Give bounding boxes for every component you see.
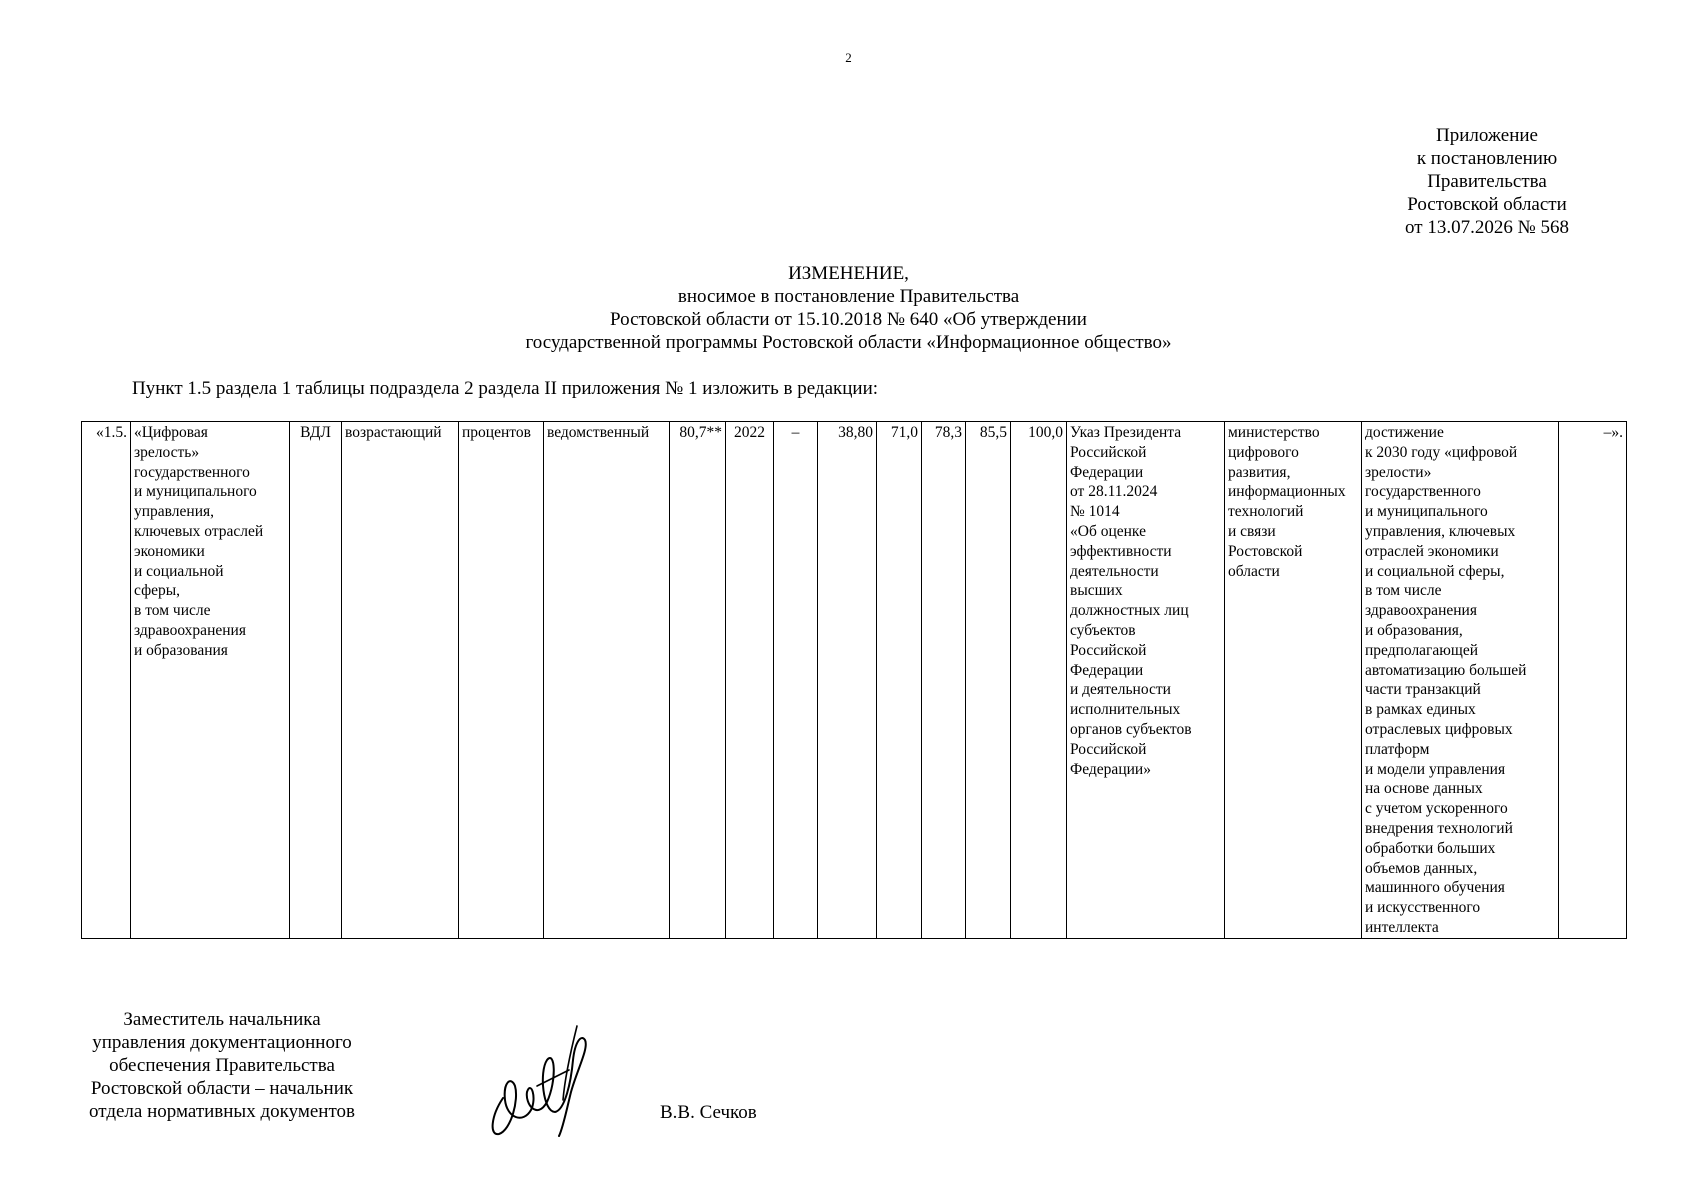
cell-decree: Указ Президента Российской Федерации от 28.11.2024 № 1014 «Об оценке эффективности деятельности высших должностных лиц субъектов Российской Федерации и деятельности исполнительных органов субъектов Российской Федерации»	[1067, 422, 1225, 939]
title-line: государственной программы Ростовской области «Информационное общество»	[525, 332, 1172, 353]
change-table	[81, 421, 1627, 939]
signer-name: В.В. Сечков	[660, 1102, 757, 1123]
cell-responsible: министерство цифрового развития, информационных технологий и связи Ростовской области	[1225, 422, 1362, 939]
appendix-line: Правительства	[1427, 171, 1547, 192]
appendix-line: Ростовской области	[1407, 194, 1567, 215]
instruction-paragraph: Пункт 1.5 раздела 1 таблицы подраздела 2 раздела II приложения № 1 изложить в редакции:	[132, 378, 879, 399]
cell-value-3: 78,3	[922, 422, 966, 939]
appendix-line: от 13.07.2026 № 568	[1405, 217, 1569, 238]
signatory-line: Ростовской области – начальник	[90, 1078, 354, 1099]
appendix-line: к постановлению	[1416, 148, 1558, 169]
appendix-block	[1352, 124, 1622, 239]
title-line: вносимое в постановление Правительства	[677, 286, 1020, 307]
signatory-line: управления документационного	[92, 1032, 352, 1053]
appendix-line: Приложение	[1436, 125, 1538, 146]
cell-goal: достижение к 2030 году «цифровой зрелости» государственного и муниципального управления, ключевых отраслей экономики и социальной сферы, в том числе здравоохранения и образования, предполагающей автоматизацию большей части транзакций в рамках единых отраслевых цифровых платформ и модели управления на основе данных с учетом ускоренного внедрения технологий обработки больших объемов данных, машинного обучения и искусственного интеллекта	[1362, 422, 1559, 939]
cell-source: ведомственный	[544, 422, 670, 939]
cell-value-4: 85,5	[966, 422, 1011, 939]
cell-dash: –	[774, 422, 818, 939]
cell-number: «1.5.	[82, 422, 131, 939]
cell-base-value: 80,7**	[670, 422, 726, 939]
cell-base-year: 2022	[726, 422, 774, 939]
title-line: ИЗМЕНЕНИЕ,	[788, 263, 909, 284]
table-row	[82, 422, 1627, 939]
cell-indicator: «Цифровая зрелость» государственного и муниципального управления, ключевых отраслей экономики и социальной сферы, в том числе здравоохранения и образования	[131, 422, 290, 939]
page-number: 2	[845, 50, 852, 65]
handwritten-signature	[485, 1020, 600, 1140]
cell-level: ВДЛ	[290, 422, 342, 939]
signatory-line: Заместитель начальника	[123, 1009, 321, 1030]
cell-unit: процентов	[459, 422, 544, 939]
cell-value-5: 100,0	[1011, 422, 1067, 939]
cell-closing: –».	[1559, 422, 1627, 939]
document-title	[0, 262, 1697, 354]
cell-trend: возрастающий	[342, 422, 459, 939]
signatory-position	[80, 1008, 364, 1123]
title-line: Ростовской области от 15.10.2018 № 640 «Об утверждении	[610, 309, 1087, 330]
signatory-line: отдела нормативных документов	[89, 1101, 355, 1122]
cell-value-2: 71,0	[877, 422, 922, 939]
cell-value-1: 38,80	[818, 422, 877, 939]
signatory-line: обеспечения Правительства	[109, 1055, 335, 1076]
